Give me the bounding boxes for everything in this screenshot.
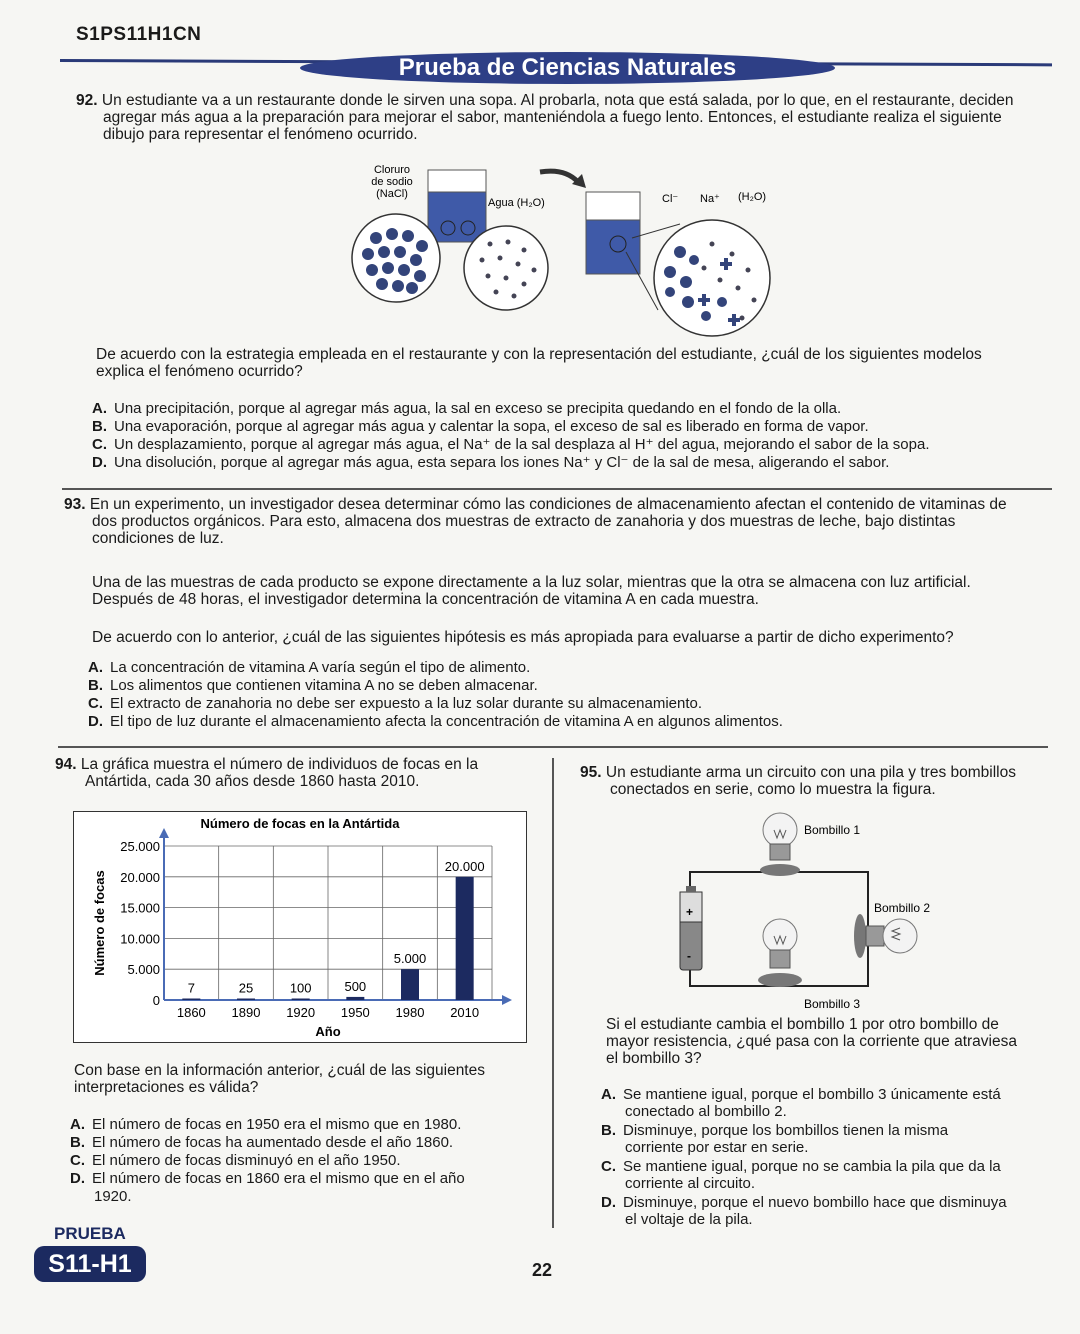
q95-stem: 95. Un estudiante arma un circuito con una pila y tres bombillos conectados en serie, como lo muestra la figura. bbox=[580, 764, 1016, 798]
x-tick-label: 1980 bbox=[395, 1005, 425, 1020]
x-tick-label: 2010 bbox=[450, 1005, 480, 1020]
q93-option-c[interactable]: C. El extracto de zanahoria no debe ser expuesto a la luz solar durante su almacenamiento. bbox=[88, 695, 703, 712]
y-tick-label: 5.000 bbox=[127, 962, 160, 978]
q94-options bbox=[70, 1116, 540, 1206]
y-axis-arrow bbox=[159, 828, 169, 838]
chart-title: Número de focas en la Antártida bbox=[200, 816, 400, 831]
label-water: Agua (H₂O) bbox=[488, 197, 545, 209]
svg-text:-: - bbox=[687, 949, 691, 963]
battery-icon bbox=[680, 886, 702, 970]
q93-option-d[interactable]: D. El tipo de luz durante el almacenamiento afecta la concentración de vitamina A en algunos alimentos. bbox=[88, 713, 783, 730]
x-tick-label: 1890 bbox=[231, 1005, 261, 1020]
q92-option-b[interactable]: B. Una evaporación, porque al agregar más agua y calentar la sopa, el exceso de sal es liberado en forma de vapor. bbox=[92, 418, 869, 435]
q92-option-d[interactable]: D. Una disolución, porque al agregar más agua, esta separa los iones Na⁺ y Cl⁻ de la sal de mesa, aligerando el sabor. bbox=[92, 454, 890, 471]
exam-code: S1PS11H1CN bbox=[76, 24, 202, 45]
column-divider bbox=[552, 758, 554, 1228]
beaker-1 bbox=[428, 170, 486, 242]
q92-options bbox=[92, 400, 1067, 472]
q93-options bbox=[88, 659, 1063, 731]
x-axis-label: Año bbox=[315, 1024, 341, 1039]
q93-stem: 93. En un experimento, un investigador desea determinar cómo las condiciones de almacenamiento afectan el contenido de vitaminas de dos productos orgánicos. Para esto, almacena dos muestras de extracto de zanahoria y dos muestras de leche, bajo distintas condiciones de luz. bbox=[64, 496, 1007, 547]
q94-stem: 94. La gráfica muestra el número de individuos de focas en la Antártida, cada 30 años desde 1860 hasta 2010. bbox=[55, 756, 479, 790]
divider-1 bbox=[62, 488, 1052, 490]
seal-chart-svg bbox=[74, 812, 526, 1042]
q93-option-b[interactable]: B. Los alimentos que contienen vitamina A no se deben almacenar. bbox=[88, 677, 538, 694]
label-bulb-2: Bombillo 2 bbox=[874, 901, 931, 915]
bar-value-label-1980: 5.000 bbox=[393, 951, 427, 967]
process-arrow bbox=[540, 171, 578, 182]
seal-chart bbox=[73, 811, 527, 1043]
q95-number: 95. bbox=[580, 764, 602, 781]
bar-1980 bbox=[401, 969, 419, 1000]
label-h2o: (H₂O) bbox=[738, 191, 767, 203]
q95-option-a[interactable]: A. Se mantiene igual, porque el bombillo 3 únicamente está conectado al bombillo 2. bbox=[601, 1086, 1001, 1120]
y-tick-label: 0 bbox=[152, 993, 160, 1008]
q92-salt-dissolution-figure bbox=[340, 160, 790, 340]
bar-1860 bbox=[182, 999, 200, 1001]
q93-number: 93. bbox=[64, 496, 86, 513]
q93-question: De acuerdo con lo anterior, ¿cuál de las siguientes hipótesis es más apropiada para evaluarse a partir de dicho experimento? bbox=[92, 629, 954, 646]
bar-1890 bbox=[237, 999, 255, 1001]
label-salt-2: de sodio bbox=[371, 176, 413, 188]
q94-option-a[interactable]: A. El número de focas en 1950 era el mismo que en 1980. bbox=[70, 1116, 462, 1133]
page-title: Prueba de Ciencias Naturales bbox=[300, 52, 835, 84]
bulb-1-icon bbox=[760, 813, 800, 876]
label-cl: Cl⁻ bbox=[662, 193, 679, 205]
footer-code-badge: S11-H1 bbox=[34, 1246, 146, 1282]
bar-value-label-1950: 500 bbox=[344, 978, 367, 994]
bar-1920 bbox=[292, 999, 310, 1001]
x-tick-label: 1860 bbox=[176, 1005, 206, 1020]
bar-value-label-2010: 20.000 bbox=[444, 858, 485, 874]
bar-value-label-1890: 25 bbox=[238, 980, 254, 996]
q92-option-a[interactable]: A. Una precipitación, porque al agregar más agua, la sal en exceso se precipita quedando en el fondo de la olla. bbox=[92, 400, 842, 417]
q94-option-c[interactable]: C. El número de focas disminuyó en el año 1950. bbox=[70, 1152, 401, 1169]
q95-option-b[interactable]: B. Disminuye, porque los bombillos tienen la misma corriente por estar en serie. bbox=[601, 1122, 949, 1156]
x-tick-label: 1950 bbox=[340, 1005, 370, 1020]
label-salt-3: (NaCl) bbox=[376, 188, 408, 200]
y-axis-label: Número de focas bbox=[92, 870, 107, 976]
q92-stem: 92. Un estudiante va a un restaurante donde le sirven una sopa. Al probarla, nota que está salada, por lo que, en el restaurante, deciden agregar más agua a la preparación para mejorar el sabor, manteniéndola a fuego lento. Entonces, el estudiante realiza el siguiente dibujo para representar el fenómeno ocurrido. bbox=[76, 92, 1014, 143]
y-tick-label: 25.000 bbox=[120, 839, 160, 854]
q93-para2: Una de las muestras de cada producto se expone directamente a la luz solar, mientras que la otra se almacena con luz artificial. Después de 48 horas, el investigador determina la concentración de vitamina A en cada muestra. bbox=[92, 574, 971, 608]
label-bulb-1: Bombillo 1 bbox=[804, 823, 861, 837]
q95-option-c[interactable]: C. Se mantiene igual, porque no se cambia la pila que da la corriente al circuito. bbox=[601, 1158, 1001, 1192]
y-tick-label: 15.000 bbox=[120, 900, 160, 916]
series-circuit-figure bbox=[660, 800, 960, 1015]
label-salt-1: Cloruro bbox=[373, 164, 411, 176]
label-bulb-3: Bombillo 3 bbox=[804, 997, 861, 1011]
footer-prueba: PRUEBA bbox=[54, 1224, 126, 1243]
q92-option-c[interactable]: C. Un desplazamiento, porque al agregar más agua, el Na⁺ de la sal desplaza al H⁺ del agua, mejorando el sabor de la sopa. bbox=[92, 436, 930, 453]
q94-option-d[interactable]: D. El número de focas en 1860 era el mismo que en el año 1920. bbox=[70, 1170, 465, 1205]
q95-options bbox=[601, 1086, 1051, 1228]
x-tick-label: 1920 bbox=[286, 1005, 316, 1020]
dissolved-ions-circle bbox=[654, 220, 770, 336]
divider-2 bbox=[58, 746, 1048, 748]
q94-question: Con base en la información anterior, ¿cuál de las siguientes interpretaciones es válida? bbox=[74, 1062, 485, 1096]
page-number: 22 bbox=[532, 1260, 553, 1280]
q94-option-b[interactable]: B. El número de focas ha aumentado desde el año 1860. bbox=[70, 1134, 454, 1151]
q94-number: 94. bbox=[55, 756, 77, 773]
q92-number: 92. bbox=[76, 92, 98, 109]
svg-text:+: + bbox=[686, 905, 694, 919]
q95-option-d[interactable]: D. Disminuye, porque el nuevo bombillo hace que disminuya el voltaje de la pila. bbox=[601, 1194, 1007, 1228]
bulb-3-icon bbox=[758, 919, 802, 987]
bar-2010 bbox=[456, 877, 474, 1000]
label-na: Na⁺ bbox=[700, 193, 720, 205]
x-axis-arrow bbox=[502, 995, 512, 1005]
q95-question: Si el estudiante cambia el bombillo 1 por otro bombillo de mayor resistencia, ¿qué pasa con la corriente que atraviesa el bombillo 3? bbox=[606, 1016, 1017, 1067]
q93-option-a[interactable]: A. La concentración de vitamina A varía según el tipo de alimento. bbox=[88, 659, 531, 676]
bulb-2-icon bbox=[854, 914, 917, 958]
q92-question: De acuerdo con la estrategia empleada en el restaurante y con la representación del estudiante, ¿cuál de los siguientes modelos explica el fenómeno ocurrido? bbox=[96, 346, 982, 380]
bar-1950 bbox=[346, 997, 364, 1000]
bar-value-label-1860: 7 bbox=[187, 980, 195, 996]
y-tick-label: 10.000 bbox=[120, 931, 160, 947]
y-tick-label: 20.000 bbox=[120, 869, 160, 885]
bar-value-label-1920: 100 bbox=[289, 980, 312, 996]
